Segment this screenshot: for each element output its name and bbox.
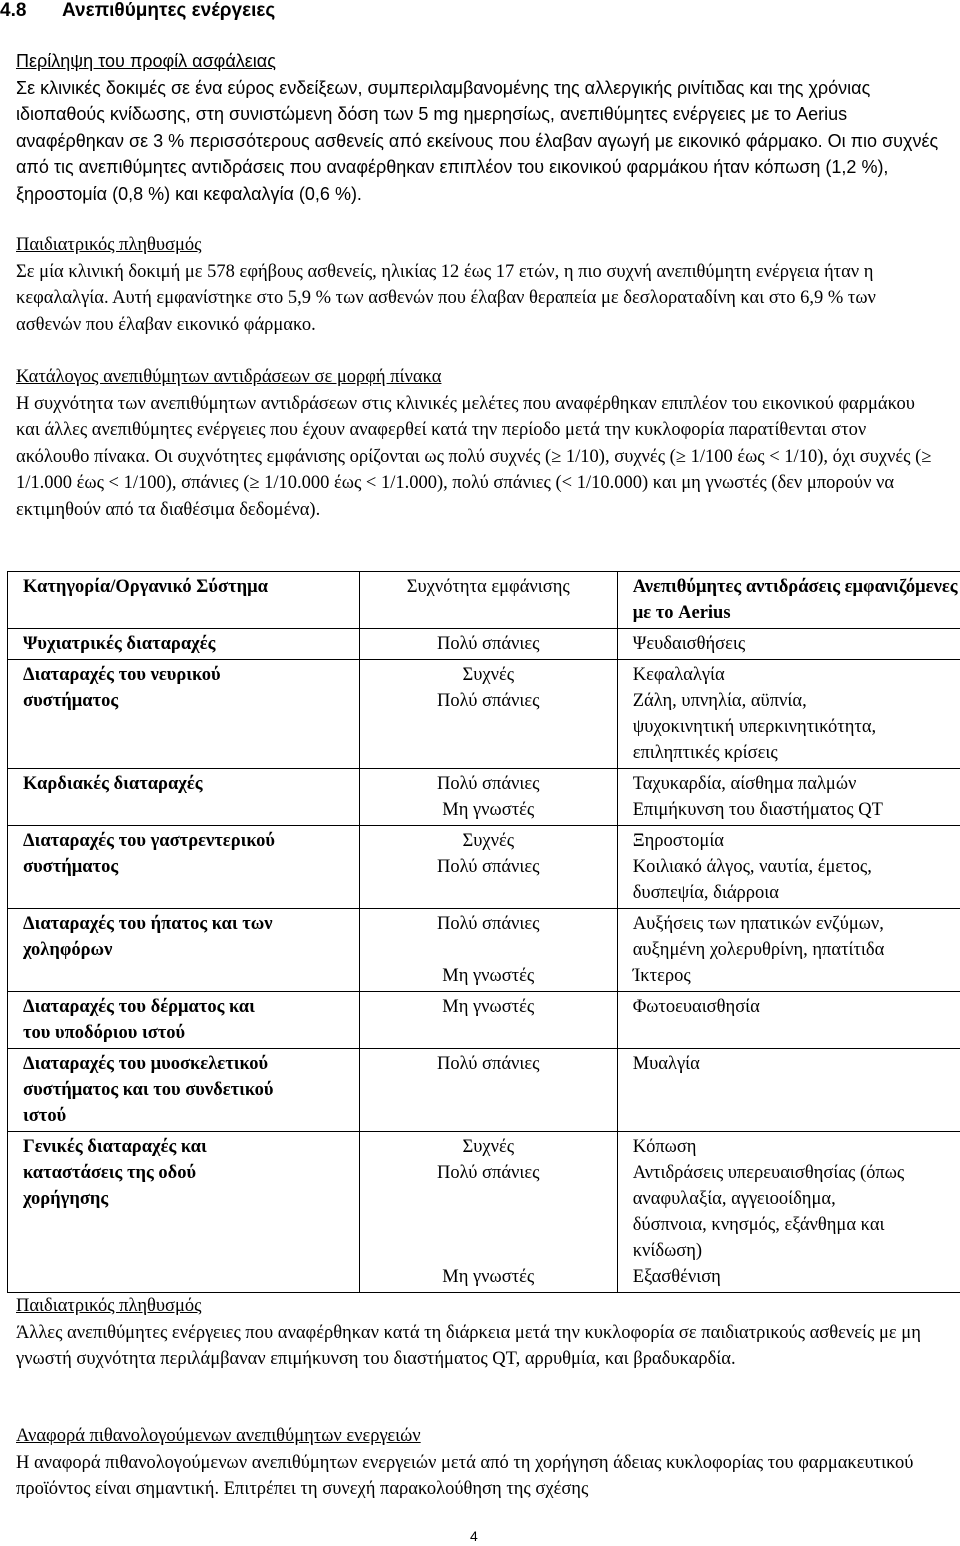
- cell-line: κνίδωση): [632, 1241, 703, 1261]
- table-row: [8, 629, 960, 660]
- cell-line: Μυαλγία: [632, 1054, 700, 1074]
- cell-line: Ψευδαισθήσεις: [632, 634, 746, 654]
- reporting-heading: Αναφορά πιθανολογούμενων ανεπιθύμητων ενεργειών: [16, 1426, 421, 1446]
- table-row: [8, 826, 960, 909]
- pediatric-heading-1: Παιδιατρικός πληθυσμός: [16, 235, 202, 255]
- tabulated-section: [16, 364, 941, 523]
- section-heading: [0, 0, 275, 24]
- cell-line: Καρδιακές διαταραχές: [23, 774, 203, 794]
- cell-line: [368, 714, 609, 740]
- cell-line: Μη γνωστές: [442, 800, 535, 820]
- cell-line: Διαταραχές του νευρικού: [23, 665, 221, 685]
- reporting-section: [16, 1423, 941, 1503]
- adverse-reactions-table: [7, 571, 960, 1293]
- cell-line: [368, 1238, 609, 1264]
- cell-line: Συχνές: [462, 665, 515, 685]
- cell-line: [368, 1186, 609, 1212]
- cell-frequency: [359, 826, 617, 909]
- pediatric-text-2: Άλλες ανεπιθύμητες ενέργειες που αναφέρθηκαν κατά τη διάρκεια μετά την κυκλοφορία σε παιδιατρικούς ασθενείς με μη γνωστή συχνότητα περιλάμβαναν επιμήκυνση του διαστήματος QT, αρρυθμία, και βραδυκαρδία.: [16, 1322, 921, 1369]
- cell-system-organ-class: [8, 909, 360, 992]
- cell-adverse-reaction: [617, 826, 960, 909]
- section-title: Ανεπιθύμητες ενέργειες: [62, 0, 276, 21]
- cell-line: [368, 740, 609, 766]
- cell-frequency: [359, 629, 617, 660]
- cell-line: Μη γνωστές: [442, 1267, 535, 1287]
- cell-line: Εξασθένιση: [632, 1267, 721, 1287]
- cell-line: Πολύ σπάνιες: [437, 774, 540, 794]
- cell-line: Μη γνωστές: [442, 997, 535, 1017]
- safety-profile-section: [16, 48, 941, 207]
- safety-profile-heading: Περίληψη του προφίλ ασφάλειας: [16, 51, 276, 71]
- cell-system-organ-class: [8, 826, 360, 909]
- table-header-row: [8, 572, 960, 629]
- cell-line: καταστάσεις της οδού: [23, 1163, 197, 1183]
- pediatric-section-2: [16, 1293, 941, 1373]
- cell-line: [368, 880, 609, 906]
- cell-line: Συχνές: [462, 1137, 515, 1157]
- cell-line: Διαταραχές του γαστρεντερικού: [23, 831, 275, 851]
- cell-line: ψυχοκινητική υπερκινητικότητα,: [632, 717, 877, 737]
- cell-line: ιστού: [23, 1106, 67, 1126]
- cell-line: Μη γνωστές: [442, 966, 535, 986]
- cell-frequency: [359, 909, 617, 992]
- cell-frequency: [359, 1132, 617, 1293]
- cell-line: Πολύ σπάνιες: [437, 1054, 540, 1074]
- reporting-text: Η αναφορά πιθανολογούμενων ανεπιθύμητων ενεργειών μετά από τη χορήγηση άδειας κυκλοφορίας του φαρμακευτικού προϊόντος είναι σημαντική. Επιτρέπει τη συνεχή παρακολούθηση της σχέσης: [16, 1452, 914, 1499]
- table-row: [8, 992, 960, 1049]
- header-adverse-reactions: Ανεπιθύμητες αντιδράσεις εμφανιζόμενες με το Aerius: [617, 572, 960, 629]
- cell-line: Αυξήσεις των ηπατικών ενζύμων,: [632, 914, 884, 934]
- tabulated-text: Η συχνότητα των ανεπιθύμητων αντιδράσεων στις κλινικές μελέτες που αναφέρθηκαν επιπλέον του εικονικού φαρμάκου και άλλες ανεπιθύμητες ενέργειες που έχουν αναφερθεί κατά την περίοδο μετά την κυκλοφορία παρατίθενται στον ακόλουθο πίνακα. Οι συχνότητες εμφάνισης ορίζονται ως πολύ συχνές (≥ 1/10), συχνές (≥ 1/100 έως < 1/10), όχι συχνές (≥ 1/1.000 έως < 1/100), σπάνιες (≥ 1/10.000 έως < 1/1.000), πολύ σπάνιες (< 1/10.000) και μη γνωστές (δεν μπορούν να εκτιμηθούν από τα διαθέσιμα δεδομένα).: [16, 393, 932, 520]
- cell-adverse-reaction: [617, 1132, 960, 1293]
- pediatric-section-1: [16, 232, 941, 338]
- cell-line: Γενικές διαταραχές και: [23, 1137, 207, 1157]
- cell-line: Διαταραχές του δέρματος και: [23, 997, 255, 1017]
- cell-adverse-reaction: [617, 992, 960, 1049]
- cell-system-organ-class: [8, 769, 360, 826]
- cell-line: Συχνές: [462, 831, 515, 851]
- cell-adverse-reaction: [617, 769, 960, 826]
- cell-line: Πολύ σπάνιες: [437, 634, 540, 654]
- page-number: 4: [470, 1528, 478, 1544]
- cell-adverse-reaction: [617, 629, 960, 660]
- section-number: 4.8: [0, 0, 27, 21]
- tabulated-heading: Κατάλογος ανεπιθύμητων αντιδράσεων σε μορφή πίνακα: [16, 367, 442, 387]
- cell-line: Πολύ σπάνιες: [437, 1163, 540, 1183]
- cell-line: Κόπωση: [632, 1137, 697, 1157]
- cell-line: [368, 937, 609, 963]
- cell-line: Πολύ σπάνιες: [437, 691, 540, 711]
- cell-system-organ-class: [8, 629, 360, 660]
- cell-line: Ζάλη, υπνηλία, αϋπνία,: [632, 691, 807, 711]
- cell-line: [368, 1212, 609, 1238]
- cell-line: δύσπνοια, κνησμός, εξάνθημα και: [632, 1215, 885, 1235]
- pediatric-text-1: Σε μία κλινική δοκιμή με 578 εφήβους ασθενείς, ηλικίας 12 έως 17 ετών, η πιο συχνή ανεπιθύμητη ενέργεια ήταν η κεφαλαλγία. Αυτή εμφανίστηκε στο 5,9 % των ασθενών που έλαβαν θεραπεία με δεσλοραταδίνη και στο 6,9 % των ασθενών που έλαβαν εικονικό φάρμακο.: [16, 261, 876, 335]
- cell-line: Αντιδράσεις υπερευαισθησίας (όπως: [632, 1163, 905, 1183]
- cell-adverse-reaction: [617, 909, 960, 992]
- cell-frequency: [359, 660, 617, 769]
- table-row: [8, 769, 960, 826]
- safety-profile-text: Σε κλινικές δοκιμές σε ένα εύρος ενδείξεων, συμπεριλαμβανομένης της αλλεργικής ρινίτιδας και της χρόνιας ιδιοπαθούς κνίδωσης, στη συνιστώμενη δόση των 5 mg ημερησίως, ανεπιθύμητες ενέργειες με το Aerius αναφέρθηκαν σε 3 % περισσότερους ασθενείς από εκείνους που έλαβαν αγωγή με εικονικό φάρμακο. Οι πιο συχνές από τις ανεπιθύμητες αντιδράσεις που αναφέρθηκαν επιπλέον του εικονικού φαρμάκου ήταν κόπωση (1,2 %), ξηροστομία (0,8 %) και κεφαλαλγία (0,6 %).: [16, 77, 939, 204]
- cell-frequency: [359, 1049, 617, 1132]
- cell-line: Κοιλιακό άλγος, ναυτία, έμετος,: [632, 857, 872, 877]
- cell-line: αυξημένη χολερυθρίνη, ηπατίτιδα: [632, 940, 885, 960]
- cell-line: συστήματος: [23, 691, 119, 711]
- cell-line: δυσπεψία, διάρροια: [632, 883, 779, 903]
- cell-line: αναφυλαξία, αγγειοοίδημα,: [632, 1189, 836, 1209]
- cell-line: Διαταραχές του μυοσκελετικού: [23, 1054, 269, 1074]
- cell-adverse-reaction: [617, 660, 960, 769]
- header-frequency: Συχνότητα εμφάνισης: [359, 572, 617, 629]
- cell-line: επιληπτικές κρίσεις: [632, 743, 778, 763]
- cell-line: Ξηροστομία: [632, 831, 725, 851]
- cell-system-organ-class: [8, 992, 360, 1049]
- cell-system-organ-class: [8, 1132, 360, 1293]
- table-row: [8, 1132, 960, 1293]
- cell-line: συστήματος και του συνδετικού: [23, 1080, 274, 1100]
- cell-adverse-reaction: [617, 1049, 960, 1132]
- cell-line: Κεφαλαλγία: [632, 665, 725, 685]
- pediatric-heading-2: Παιδιατρικός πληθυσμός: [16, 1296, 202, 1316]
- cell-frequency: [359, 769, 617, 826]
- cell-line: χορήγησης: [23, 1189, 109, 1209]
- cell-line: του υποδόριου ιστού: [23, 1023, 186, 1043]
- cell-system-organ-class: [8, 1049, 360, 1132]
- table-row: [8, 660, 960, 769]
- cell-line: χοληφόρων: [23, 940, 113, 960]
- cell-line: Πολύ σπάνιες: [437, 914, 540, 934]
- header-system-organ-class: Κατηγορία/Οργανικό Σύστημα: [8, 572, 360, 629]
- cell-line: συστήματος: [23, 857, 119, 877]
- cell-system-organ-class: [8, 660, 360, 769]
- cell-line: Επιμήκυνση του διαστήματος QT: [632, 800, 883, 820]
- table-row: [8, 1049, 960, 1132]
- cell-line: Ταχυκαρδία, αίσθημα παλμών: [632, 774, 857, 794]
- cell-line: Φωτοευαισθησία: [632, 997, 760, 1017]
- cell-line: Ψυχιατρικές διαταραχές: [23, 634, 216, 654]
- cell-line: Διαταραχές του ήπατος και των: [23, 914, 273, 934]
- table-row: [8, 909, 960, 992]
- cell-line: Ίκτερος: [632, 966, 691, 986]
- cell-frequency: [359, 992, 617, 1049]
- cell-line: Πολύ σπάνιες: [437, 857, 540, 877]
